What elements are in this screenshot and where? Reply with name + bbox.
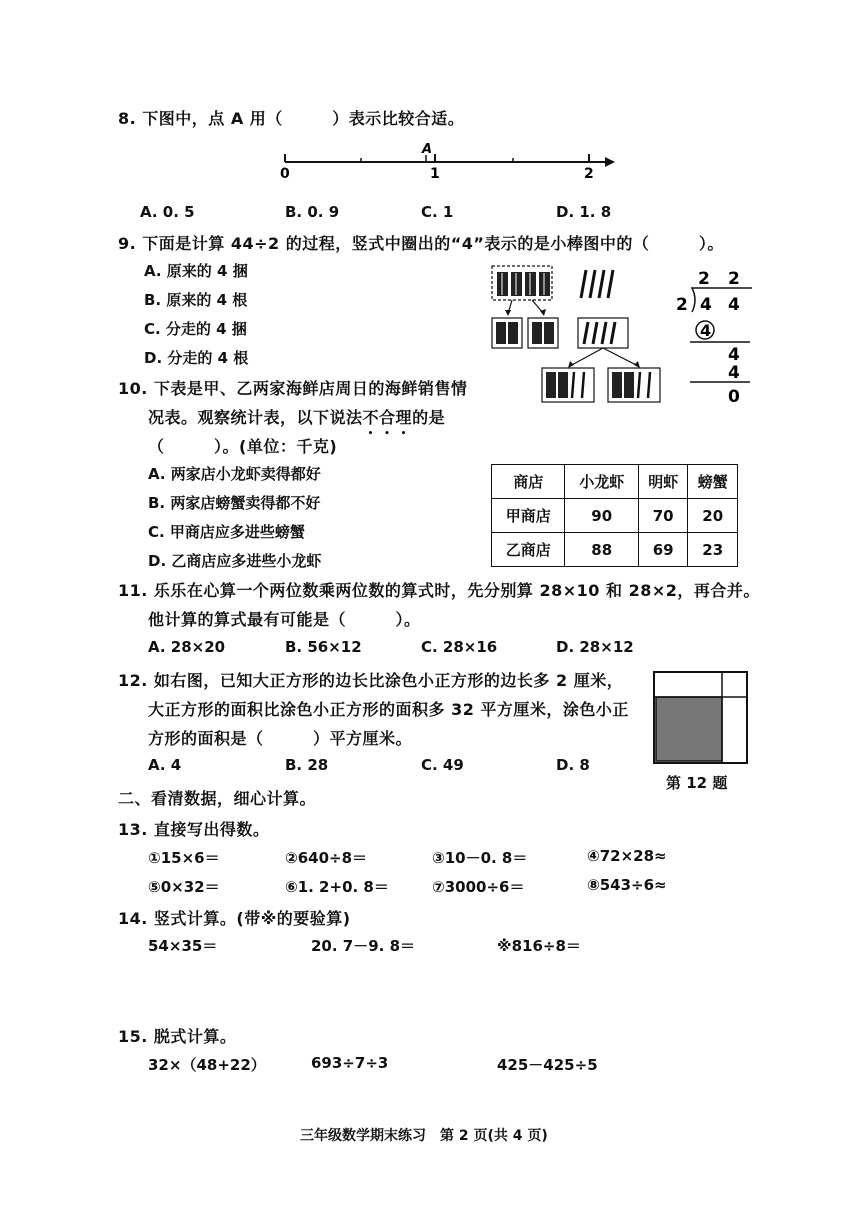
- q11-option-c: C. 28×16: [421, 638, 498, 656]
- q12-option-c: C. 49: [421, 756, 464, 774]
- q8-option-b: B. 0. 9: [285, 203, 340, 221]
- q12-stem-line2: 大正方形的面积比涂色小正方形的面积多 32 平方厘米，涂色小正: [148, 700, 629, 719]
- q9-stem: 9. 下面是计算 44÷2 的过程，竖式中圈出的“4”表示的是小棒图中的（ ）。: [118, 234, 724, 253]
- table-cell: 70: [638, 499, 688, 533]
- tick-label-1: 1: [430, 166, 440, 180]
- q13-item-8: ⑧543÷6≈: [587, 876, 667, 894]
- q12-option-b: B. 28: [285, 756, 329, 774]
- q8-stem: 8. 下图中，点 A 用（ ）表示比较合适。: [118, 109, 465, 128]
- q12-stem-line3: 方形的面积是（ ）平方厘米。: [148, 729, 413, 748]
- table-cell: 23: [688, 533, 738, 567]
- q13-item-6: ⑥1. 2+0. 8＝: [285, 878, 389, 896]
- q9-option-d: D. 分走的 4 根: [144, 349, 249, 367]
- q10-stem-line1: 10. 下表是甲、乙两家海鲜店周日的海鲜销售情: [118, 379, 468, 398]
- q9-option-a: A. 原来的 4 捆: [144, 262, 248, 280]
- table-row: [492, 533, 738, 567]
- dividend-digit-2: 4: [728, 295, 740, 315]
- q8-option-a: A. 0. 5: [140, 203, 195, 221]
- table-cell: 乙商店: [492, 533, 565, 567]
- number-line: [275, 140, 620, 180]
- q11-option-d: D. 28×12: [556, 638, 634, 656]
- quotient-digit-2: 2: [728, 269, 740, 289]
- dividend-digit-1: 4: [700, 295, 712, 315]
- q10-option-d: D. 乙商店应多进些小龙虾: [148, 552, 322, 570]
- q9-option-b: B. 原来的 4 根: [144, 291, 248, 309]
- q8-option-c: C. 1: [421, 203, 454, 221]
- q11-option-a: A. 28×20: [148, 638, 226, 656]
- long-division: [670, 262, 760, 412]
- divisor: 2: [676, 295, 688, 315]
- division-step-2: 4: [728, 345, 740, 365]
- q13-stem: 13. 直接写出得数。: [118, 820, 270, 839]
- q13-item-1: ①15×6＝: [148, 849, 220, 867]
- table-cell: 甲商店: [492, 499, 565, 533]
- division-step-3: 4: [728, 363, 740, 383]
- q10-option-a: A. 两家店小龙虾卖得都好: [148, 465, 321, 483]
- table-header-row: [492, 465, 738, 499]
- table-cell: 88: [565, 533, 638, 567]
- table-cell: 90: [565, 499, 638, 533]
- point-a-label: A: [422, 142, 433, 157]
- table-cell: 69: [638, 533, 688, 567]
- square-figure: [652, 670, 750, 766]
- q11-option-b: B. 56×12: [285, 638, 362, 656]
- q14-item-3: ※816÷8＝: [497, 937, 581, 955]
- shaded-square: [656, 697, 722, 761]
- table-header-cell: 明虾: [638, 465, 688, 499]
- stick-bundle-diagram: [488, 260, 668, 410]
- q10-stem-line2: 况表。观察统计表，以下说法不合理的是: [148, 408, 446, 427]
- tick-label-2: 2: [584, 166, 594, 180]
- table-header-cell: 商店: [492, 465, 565, 499]
- page-footer: 三年级数学期末练习 第 2 页(共 4 页): [300, 1128, 548, 1144]
- division-remainder: 0: [728, 387, 740, 407]
- q13-item-4: ④72×28≈: [587, 847, 667, 865]
- q8-option-d: D. 1. 8: [556, 203, 612, 221]
- circled-digit-value: 4: [700, 321, 712, 340]
- q12-option-d: D. 8: [556, 756, 590, 774]
- q13-item-3: ③10－0. 8＝: [432, 849, 528, 867]
- q10-stem-line3: （ ）。(单位：千克): [148, 437, 338, 456]
- q15-item-1: 32×（48+22）: [148, 1056, 266, 1074]
- section-2-title: 二、看清数据，细心计算。: [118, 789, 317, 808]
- table-cell: 20: [688, 499, 738, 533]
- figure-12-caption: 第 12 题: [666, 774, 728, 792]
- table-header-cell: 螃蟹: [688, 465, 738, 499]
- table-header-cell: 小龙虾: [565, 465, 638, 499]
- q15-item-2: 693÷7÷3: [311, 1054, 389, 1072]
- quotient-digit-1: 2: [698, 269, 710, 289]
- q13-item-5: ⑤0×32＝: [148, 878, 220, 896]
- q12-option-a: A. 4: [148, 756, 182, 774]
- q14-stem: 14. 竖式计算。(带※的要验算): [118, 909, 351, 928]
- q14-item-2: 20. 7－9. 8＝: [311, 937, 416, 955]
- q13-item-7: ⑦3000÷6＝: [432, 878, 525, 896]
- table-row: [492, 499, 738, 533]
- q15-item-3: 425－425÷5: [497, 1056, 598, 1074]
- q10-option-b: B. 两家店螃蟹卖得都不好: [148, 494, 321, 512]
- q11-stem-line1: 11. 乐乐在心算一个两位数乘两位数的算式时，先分别算 28×10 和 28×2，再合并。: [118, 581, 760, 600]
- q10-option-c: C. 甲商店应多进些螃蟹: [148, 523, 305, 541]
- q12-stem-line1: 12. 如右图，已知大正方形的边长比涂色小正方形的边长多 2 厘米，: [118, 671, 624, 690]
- tick-label-0: 0: [280, 166, 290, 180]
- q15-stem: 15. 脱式计算。: [118, 1027, 237, 1046]
- q11-stem-line2: 他计算的算式最有可能是（ ）。: [148, 610, 421, 629]
- sales-table: [491, 464, 738, 567]
- q13-item-2: ②640÷8＝: [285, 849, 368, 867]
- q14-item-1: 54×35＝: [148, 937, 218, 955]
- q9-option-c: C. 分走的 4 捆: [144, 320, 247, 338]
